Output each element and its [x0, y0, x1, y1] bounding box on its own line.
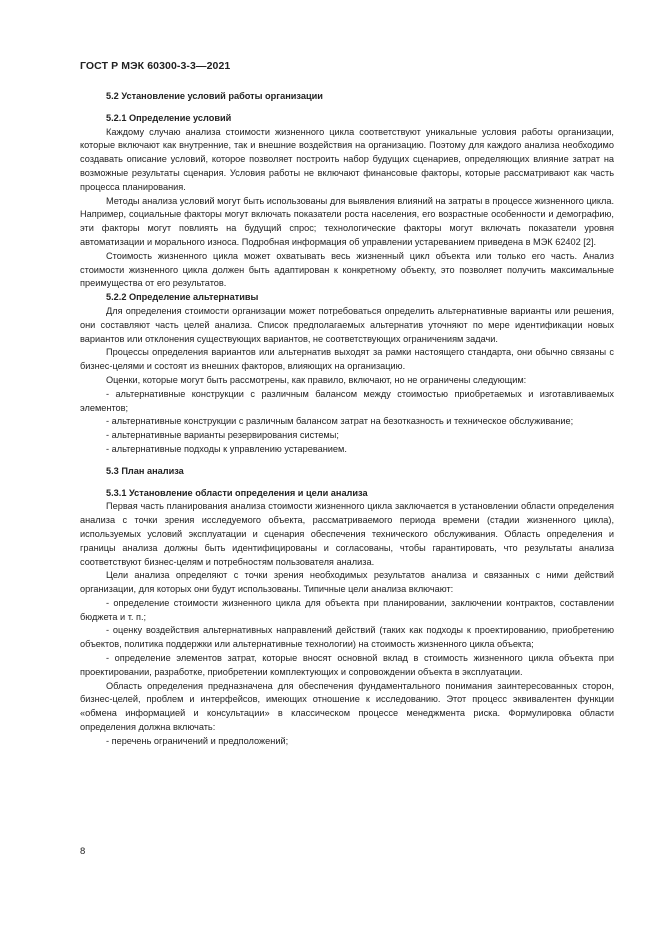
paragraph: Стоимость жизненного цикла может охватывать весь жизненный цикл объекта или только его часть. Анализ стоимости жизненного цикла должен быть адаптирован к конкретному объекту, это позволяет получить максимальные преимущества от его результатов.	[80, 250, 614, 289]
document-body	[80, 90, 614, 749]
section-5-2-1-title: 5.2.1 Определение условий	[106, 112, 232, 123]
paragraph: Цели анализа определяют с точки зрения необходимых результатов анализа и связанных с ними действий организации, для которых они будут использованы. Типичные цели анализа включают:	[80, 570, 614, 595]
paragraph: Для определения стоимости организации может потребоваться определить альтернативные варианты или решения, они составляют часть целей анализа. Список предполагаемых альтернатив уточняют по мере идентификации новых вариантов или отклонения существующих вариантов, не соответствующих ограничениям задачи.	[80, 305, 614, 344]
section-5-3-title: 5.3 План анализа	[106, 465, 184, 476]
list-item: - определение элементов затрат, которые вносят основной вклад в стоимость жизненного цикла объекта при проектировании, разработке, приобретении комплектующих и сопровождении объекта в эксплуатации.	[80, 653, 614, 677]
list-item: - оценку воздействия альтернативных направлений действий (таких как подходы к проектированию, приобретению объектов, политика поддержки или альтернативные технологии) на стоимость жизненного цикла объекта;	[80, 625, 614, 650]
section-5-2-2-title: 5.2.2 Определение альтернативы	[106, 292, 259, 303]
list-item: - перечень ограничений и предположений;	[106, 735, 289, 746]
paragraph: Область определения предназначена для обеспечения фундаментального понимания заинтересованных сторон, бизнес-целей, проблем и интерфейсов, имеющих отношение к исследованию. Этот процесс эквивалентен функции «обмена информацией и консультации» в классическом процессе менеджмента риска. Формулировка области определения должна включать:	[80, 680, 614, 733]
list-item: - альтернативные конструкции с различным балансом затрат на безотказность и техническое обслуживание;	[106, 416, 574, 427]
list-item: - альтернативные подходы к управлению устареванием.	[106, 443, 347, 454]
list-item: - альтернативные варианты резервирования системы;	[106, 430, 339, 441]
list-item: - определение стоимости жизненного цикла для объекта при планировании, заключении контрактов, составлении бюджета и т. п.;	[80, 597, 614, 622]
page-number: 8	[80, 846, 86, 857]
paragraph: Процессы определения вариантов или альтернатив выходят за рамки настоящего стандарта, они обычно связаны с бизнес-целями и состоят из внешних факторов, влияющих на организацию.	[80, 347, 614, 372]
standard-header: ГОСТ Р МЭК 60300-3-3—2021	[80, 60, 231, 72]
paragraph: Оценки, которые могут быть рассмотрены, как правило, включают, но не ограничены следующим:	[106, 374, 527, 385]
section-5-2-title: 5.2 Установление условий работы организации	[106, 91, 323, 101]
paragraph: Каждому случаю анализа стоимости жизненного цикла соответствуют уникальные условия работы организации, которые включают как внутренние, так и внешние воздействия на организацию. Поэтому для каждого анализа необходимо создавать описание условий, которое позволяет построить набор будущих сценариев, определяющих влияние затрат на возможные результаты сценария. Условия работы не включают финансовые факторы, которые рассматривают как часть процесса планирования.	[80, 126, 614, 192]
section-5-3-1-title: 5.3.1 Установление области определения и цели анализа	[106, 487, 368, 498]
paragraph: Первая часть планирования анализа стоимости жизненного цикла заключается в установлении области определения анализа с точки зрения исследуемого объекта, рассматриваемого периода времени (стадии жизненного цикла), используемых условий эксплуатации и сценария обеспечения технического обслуживания. Область определения и границы анализа должны быть идентифицированы и согласованы, чтобы гарантировать, что результаты анализа соответствуют бизнес-целям и потребностям пользователя анализа.	[80, 501, 614, 567]
list-item: - альтернативные конструкции с различным балансом между стоимостью приобретаемых и изготавливаемых элементов;	[80, 388, 614, 413]
paragraph: Методы анализа условий могут быть использованы для выявления влияний на затраты в процессе жизненного цикла. Например, социальные факторы могут включать показатели роста населения, его возрастные особенности и демографию, эти факторы могут повлиять на будущий спрос; технологические факторы могут включать показатели уровня автоматизации и морального износа. Подробная информация об управлении устареванием приведена в МЭК 62402 [2].	[80, 195, 614, 247]
